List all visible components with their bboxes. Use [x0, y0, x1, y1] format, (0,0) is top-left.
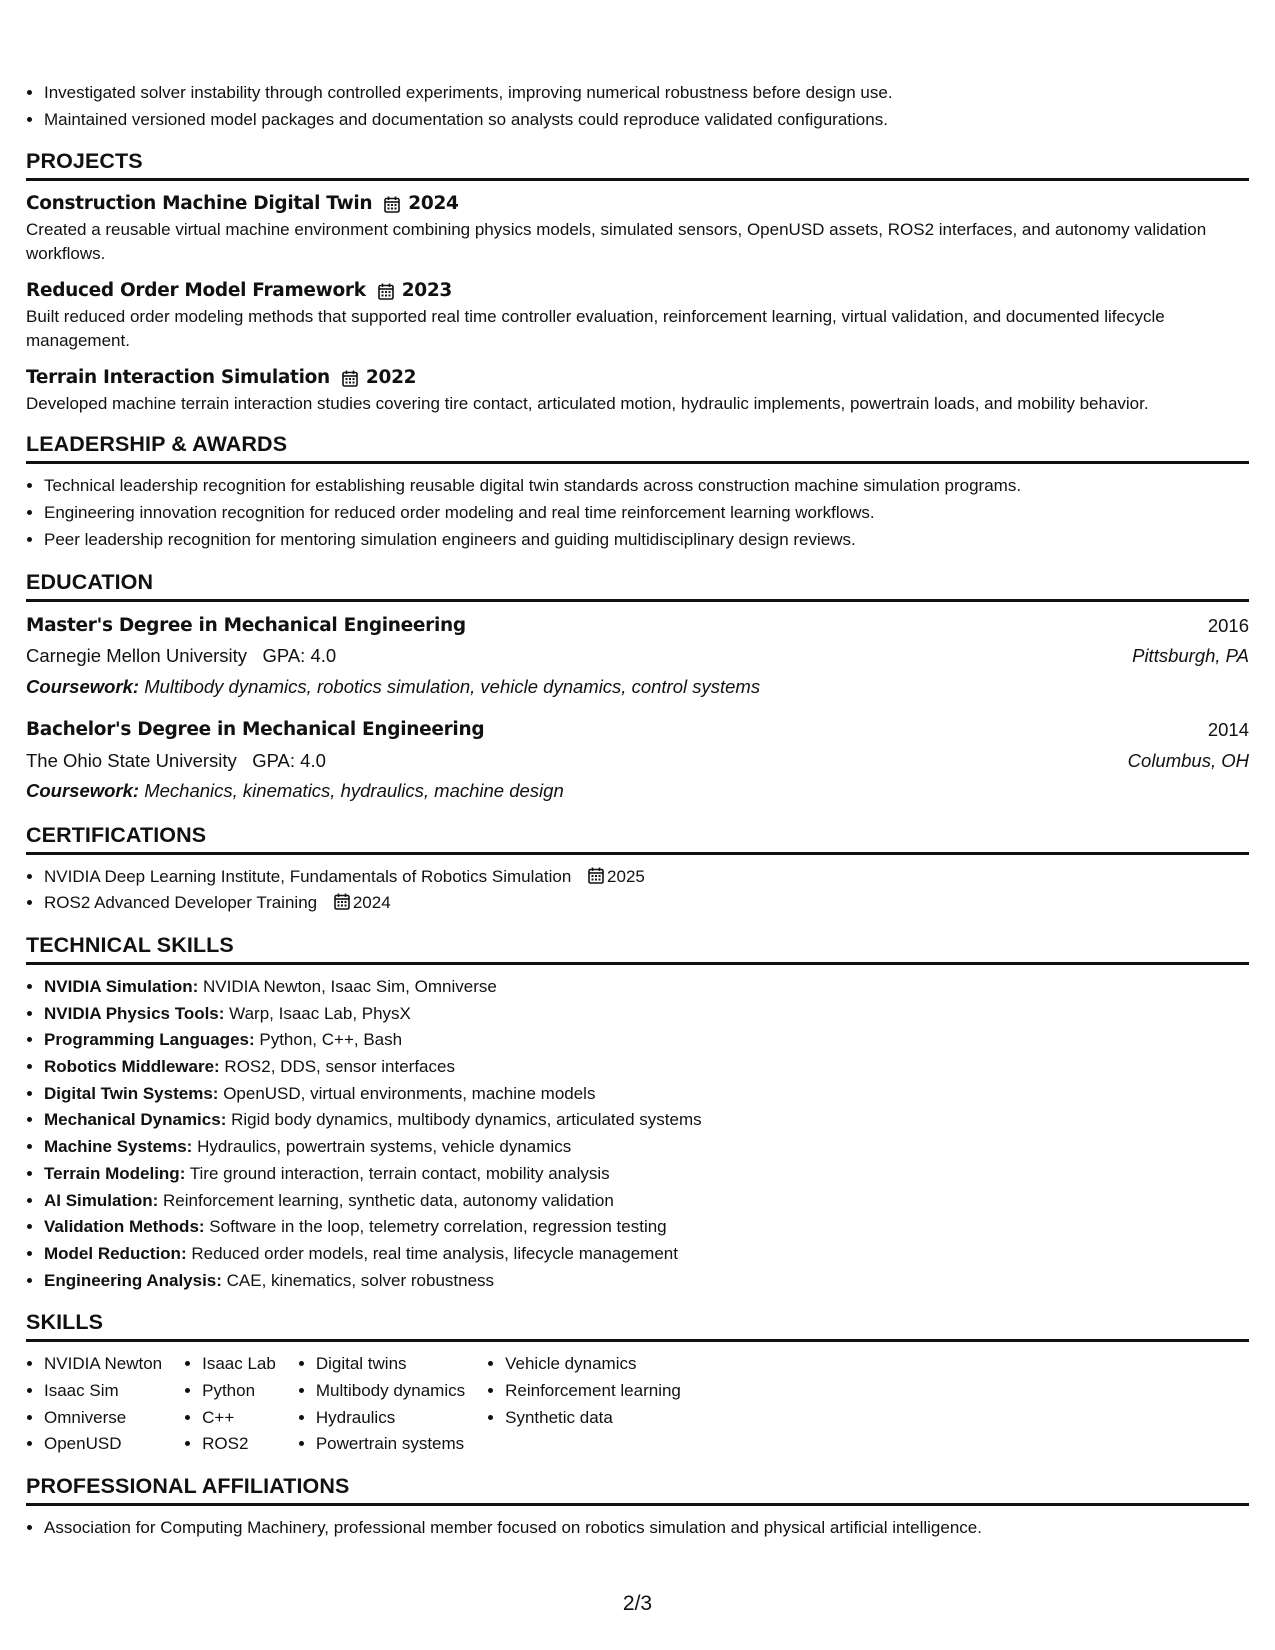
list-item: • Engineering innovation recognition for reduced order modeling and real time reinforcement learning workflows. — [44, 500, 1249, 527]
list-item: • ROS2 — [202, 1431, 276, 1458]
list-item: • Synthetic data — [505, 1405, 681, 1432]
list-item: • Isaac Lab — [202, 1351, 276, 1378]
list-item: • Hydraulics — [316, 1405, 465, 1432]
gpa: GPA: 4.0 — [252, 749, 326, 771]
project-description: Developed machine terrain interaction studies covering tire contact, articulated motion, hydraulic implements, powertrain loads, and mobility behavior. — [26, 394, 1149, 414]
education-year: 2016 — [1207, 614, 1249, 636]
project-description: Created a reusable virtual machine environment combining physics models, simulated sensors, OpenUSD assets, ROS2 interfaces, and autonomy validation workflows. — [26, 220, 1207, 264]
skill-label: NVIDIA Simulation: — [44, 976, 199, 996]
project-item — [26, 190, 1249, 266]
calendar-icon — [384, 196, 400, 213]
list-item: • Association for Computing Machinery, professional member focused on robotics simulation and physical artificial intelligence. — [44, 1515, 1249, 1542]
location: Pittsburgh, PA — [1132, 645, 1249, 667]
list-item: • Multibody dynamics — [316, 1378, 465, 1405]
list-item: • Digital twins — [316, 1351, 465, 1378]
section-title-skills: SKILLS — [26, 1310, 1249, 1342]
list-item: • Technical leadership recognition for establishing reusable digital twin standards across construction machine simulation programs. — [44, 473, 1249, 500]
list-item: • Peer leadership recognition for mentoring simulation engineers and guiding multidisciplinary design reviews. — [44, 527, 1249, 554]
project-year: 2023 — [401, 280, 453, 302]
list-item — [44, 890, 1249, 917]
education-year: 2014 — [1207, 719, 1249, 741]
skill-value: Reinforcement learning, synthetic data, autonomy validation — [163, 1190, 614, 1210]
project-year: 2024 — [408, 193, 459, 215]
list-item: • Reinforcement learning — [505, 1378, 681, 1405]
project-item — [26, 277, 1249, 353]
list-item — [44, 1001, 1249, 1028]
calendar-icon — [342, 370, 358, 387]
resume-page — [26, 80, 1249, 1542]
degree: Bachelor's Degree in Mechanical Engineering — [26, 719, 485, 741]
list-item: • Maintained versioned model packages and documentation so analysts could reproduce validated configurations. — [44, 107, 1249, 134]
skill-label: AI Simulation: — [44, 1190, 159, 1210]
skills-column — [26, 1351, 162, 1458]
skills-column — [184, 1351, 276, 1458]
project-name: Construction Machine Digital Twin — [26, 193, 373, 215]
location: Columbus, OH — [1127, 749, 1249, 771]
coursework-label: Coursework: — [26, 675, 140, 697]
list-item — [44, 1214, 1249, 1241]
list-item — [44, 1081, 1249, 1108]
calendar-icon — [588, 867, 604, 884]
skill-value: Tire ground interaction, terrain contact, mobility analysis — [189, 1163, 610, 1183]
skill-value: Python, C++, Bash — [259, 1030, 403, 1050]
coursework-label: Coursework: — [26, 780, 140, 802]
skill-value: Hydraulics, powertrain systems, vehicle dynamics — [197, 1137, 572, 1157]
section-title-certifications: CERTIFICATIONS — [26, 823, 1249, 855]
skill-label: Terrain Modeling: — [44, 1163, 186, 1183]
list-item — [44, 1134, 1249, 1161]
skill-value: Software in the loop, telemetry correlation, regression testing — [209, 1217, 667, 1237]
project-name: Reduced Order Model Framework — [26, 280, 366, 302]
skill-value: NVIDIA Newton, Isaac Sim, Omniverse — [203, 976, 497, 996]
skill-label: NVIDIA Physics Tools: — [44, 1003, 225, 1023]
education-item — [26, 611, 1249, 703]
section-title-leadership: LEADERSHIP & AWARDS — [26, 432, 1249, 464]
calendar-icon — [378, 283, 394, 300]
section-title-projects: PROJECTS — [26, 149, 1249, 181]
certification-year: 2025 — [607, 866, 645, 886]
list-item — [44, 1188, 1249, 1215]
skill-label: Validation Methods: — [44, 1217, 205, 1237]
skills-column — [298, 1351, 465, 1458]
page-number: 2/3 — [622, 1592, 653, 1615]
project-item — [26, 364, 1249, 416]
project-description: Built reduced order modeling methods that supported real time controller evaluation, reinforcement learning, virtual validation, and documented lifecycle management. — [26, 307, 1165, 351]
gpa: GPA: 4.0 — [262, 645, 337, 667]
list-item: • Powertrain systems — [316, 1431, 465, 1458]
technical-skills-list — [26, 974, 1249, 1294]
certifications-list — [26, 864, 1249, 917]
affiliations-list — [26, 1515, 1249, 1542]
skill-value: OpenUSD, virtual environments, machine models — [223, 1083, 596, 1103]
skill-label: Engineering Analysis: — [44, 1270, 222, 1290]
list-item — [44, 1241, 1249, 1268]
list-item — [44, 1161, 1249, 1188]
experience-bullets — [26, 80, 1249, 133]
school: Carnegie Mellon University — [26, 645, 248, 667]
skill-label: Mechanical Dynamics: — [44, 1110, 227, 1130]
list-item: • Isaac Sim — [44, 1378, 162, 1405]
section-title-education: EDUCATION — [26, 570, 1249, 602]
list-item: • Vehicle dynamics — [505, 1351, 681, 1378]
section-title-technical-skills: TECHNICAL SKILLS — [26, 933, 1249, 965]
coursework-value: Multibody dynamics, robotics simulation, vehicle dynamics, control systems — [144, 675, 761, 697]
skills-grid — [26, 1351, 1249, 1458]
skill-value: CAE, kinematics, solver robustness — [226, 1270, 495, 1290]
skill-label: Digital Twin Systems: — [44, 1083, 219, 1103]
list-item: • Omniverse — [44, 1405, 162, 1432]
list-item — [44, 864, 1249, 891]
list-item: • C++ — [202, 1405, 276, 1432]
skill-value: ROS2, DDS, sensor interfaces — [224, 1057, 455, 1077]
section-title-affiliations: PROFESSIONAL AFFILIATIONS — [26, 1474, 1249, 1506]
list-item: • NVIDIA Newton — [44, 1351, 162, 1378]
calendar-icon — [334, 893, 350, 910]
project-name: Terrain Interaction Simulation — [26, 367, 330, 389]
list-item: • OpenUSD — [44, 1431, 162, 1458]
certification-year: 2024 — [352, 893, 391, 913]
skill-label: Model Reduction: — [44, 1243, 187, 1263]
skill-value: Rigid body dynamics, multibody dynamics, articulated systems — [231, 1110, 702, 1130]
skill-label: Machine Systems: — [44, 1137, 193, 1157]
coursework — [26, 672, 1249, 703]
education-item — [26, 715, 1249, 807]
list-item — [44, 1027, 1249, 1054]
coursework-value: Mechanics, kinematics, hydraulics, machine design — [144, 780, 564, 802]
list-item — [44, 974, 1249, 1001]
certification-name: ROS2 Advanced Developer Training — [44, 893, 318, 913]
list-item: • Python — [202, 1378, 276, 1405]
list-item: • Investigated solver instability through controlled experiments, improving numerical robustness before design use. — [44, 80, 1249, 107]
list-item — [44, 1054, 1249, 1081]
leadership-list — [26, 473, 1249, 553]
list-item — [44, 1107, 1249, 1134]
skills-column — [487, 1351, 681, 1458]
project-year: 2022 — [365, 367, 417, 389]
certification-name: NVIDIA Deep Learning Institute, Fundamentals of Robotics Simulation — [44, 866, 572, 886]
skill-label: Programming Languages: — [44, 1030, 255, 1050]
coursework — [26, 776, 1249, 807]
skill-label: Robotics Middleware: — [44, 1057, 220, 1077]
school: The Ohio State University — [26, 749, 237, 771]
degree: Master's Degree in Mechanical Engineering — [26, 614, 466, 636]
skill-value: Warp, Isaac Lab, PhysX — [229, 1003, 411, 1023]
skill-value: Reduced order models, real time analysis, lifecycle management — [191, 1243, 678, 1263]
list-item — [44, 1268, 1249, 1295]
